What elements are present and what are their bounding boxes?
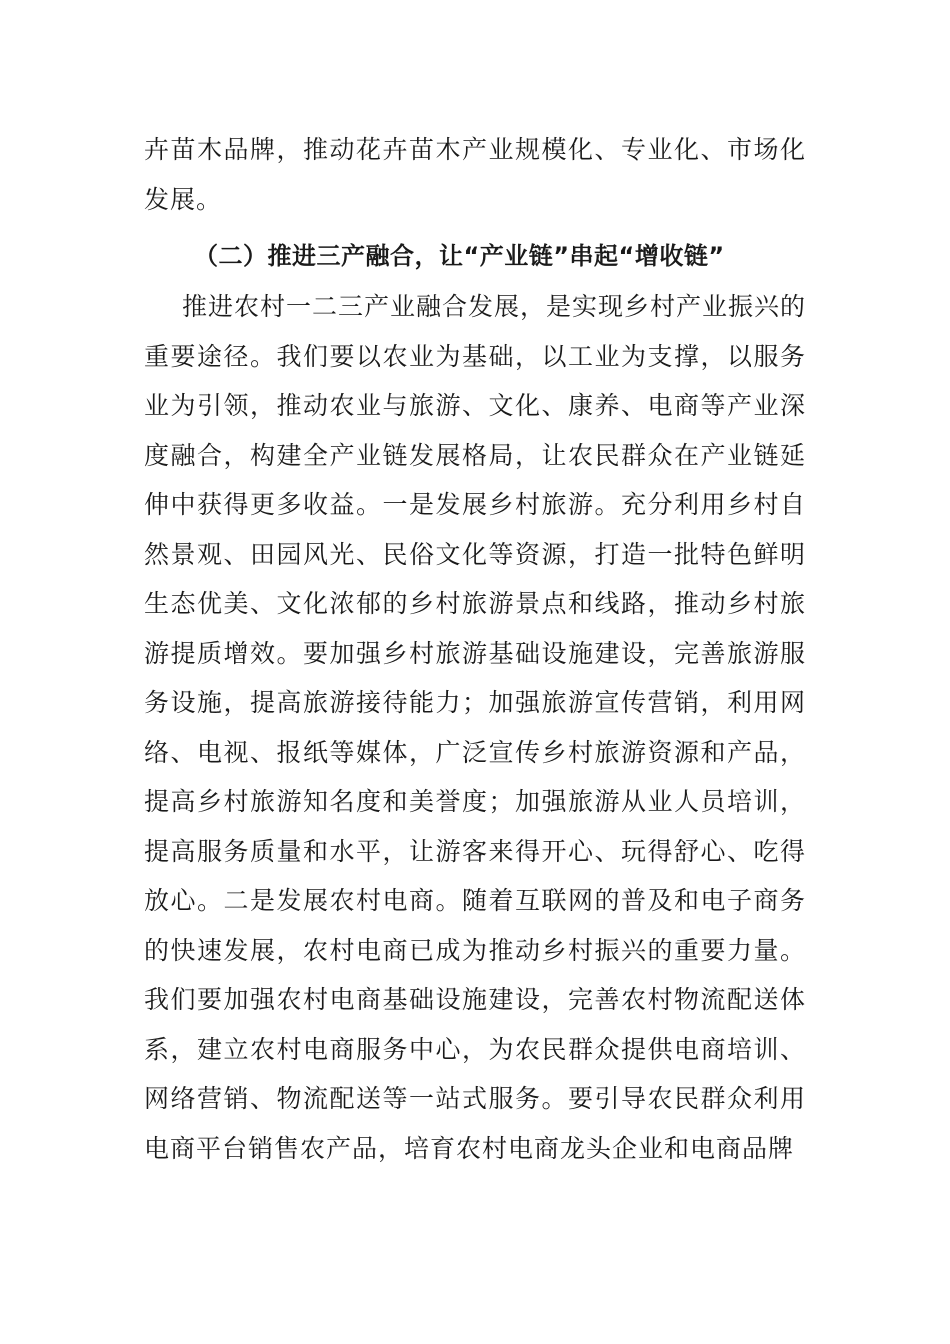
continued-paragraph: 卉苗木品牌，推动花卉苗木产业规模化、专业化、市场化发展。: [144, 135, 806, 214]
section-heading: （二）推进三产融合，让“产业链”串起“增收链”: [194, 242, 725, 270]
document-body: [144, 125, 806, 1173]
body-paragraph: 推进农村一二三产业融合发展，是实现乡村产业振兴的重要途径。我们要以农业为基础，以工业为支撑，以服务业为引领，推动农业与旅游、文化、康养、电商等产业深度融合，构建全产业链发展格局，让农民群众在产业链延伸中获得更多收益。一是发展乡村旅游。充分利用乡村自然景观、田园风光、民俗文化等资源，打造一批特色鲜明生态优美、文化浓郁的乡村旅游景点和线路，推动乡村旅游提质增效。要加强乡村旅游基础设施建设，完善旅游服务设施，提高旅游接待能力；加强旅游宣传营销，利用网络、电视、报纸等媒体，广泛宣传乡村旅游资源和产品，提高乡村旅游知名度和美誉度；加强旅游从业人员培训，提高服务质量和水平，让游客来得开心、玩得舒心、吃得放心。二是发展农村电商。随着互联网的普及和电子商务的快速发展，农村电商已成为推动乡村振兴的重要力量。我们要加强农村电商基础设施建设，完善农村物流配送体系，建立农村电商服务中心，为农民群众提供电商培训、网络营销、物流配送等一站式服务。要引导农民群众利用电商平台销售农产品，培育农村电商龙头企业和电商品牌: [144, 292, 807, 1163]
